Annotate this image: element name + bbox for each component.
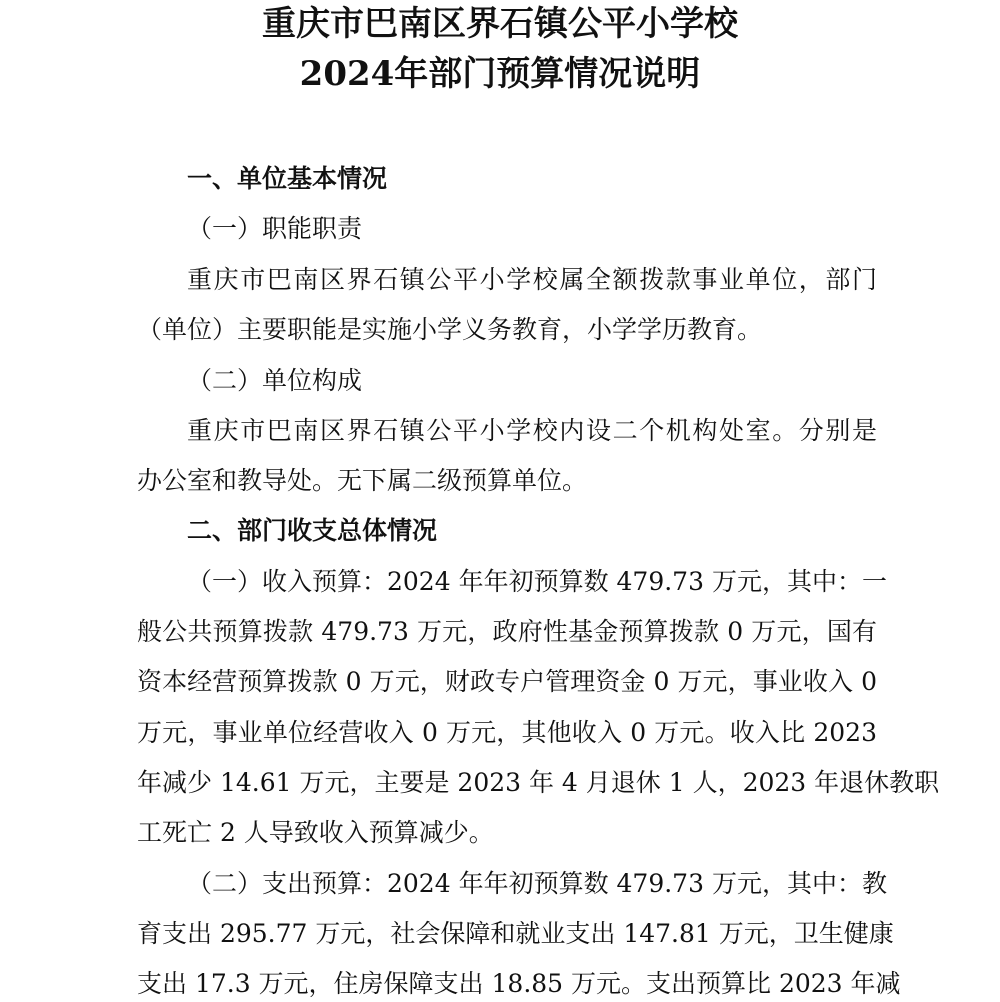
- section-1-heading: 一、单位基本情况: [187, 164, 388, 193]
- section-1-sub-2-paragraph-line-2: 办公室和教导处。无下属二级预算单位。: [137, 466, 588, 495]
- section-2-sub-2-line-3: 支出 17.3 万元，住房保障支出 18.85 万元。支出预算比 2023 年减: [137, 969, 901, 998]
- document-title-line-1: 重庆市巴南区界石镇公平小学校: [262, 4, 738, 44]
- section-1-sub-1-paragraph-line-1: 重庆市巴南区界石镇公平小学校属全额拨款事业单位，部门: [187, 265, 877, 294]
- section-2-sub-1-line-4: 万元，事业单位经营收入 0 万元，其他收入 0 万元。收入比 2023: [137, 718, 877, 747]
- section-1-sub-1-heading: （一）职能职责: [187, 214, 363, 243]
- section-1-sub-1-paragraph-line-2: （单位）主要职能是实施小学义务教育，小学学历教育。: [137, 315, 763, 344]
- document-title-line-2: 2024年部门预算情况说明: [299, 54, 701, 94]
- section-2-sub-1-line-3: 资本经营预算拨款 0 万元，财政专户管理资金 0 万元，事业收入 0: [137, 667, 877, 696]
- section-2-heading: 二、部门收支总体情况: [187, 516, 438, 545]
- section-1-sub-2-heading: （二）单位构成: [187, 366, 363, 395]
- section-2-sub-2-line-1: （二）支出预算：2024 年年初预算数 479.73 万元，其中：教: [187, 869, 887, 898]
- section-2-sub-1-line-6: 工死亡 2 人导致收入预算减少。: [137, 818, 494, 847]
- section-1-sub-2-paragraph-line-1: 重庆市巴南区界石镇公平小学校内设二个机构处室。分别是: [187, 416, 877, 445]
- section-2-sub-1-line-5: 年减少 14.61 万元，主要是 2023 年 4 月退休 1 人，2023 年退休教职: [137, 768, 940, 797]
- section-2-sub-1-line-1: （一）收入预算：2024 年年初预算数 479.73 万元，其中：一: [187, 567, 887, 596]
- section-2-sub-2-line-2: 育支出 295.77 万元，社会保障和就业支出 147.81 万元，卫生健康: [137, 919, 894, 948]
- section-2-sub-1-line-2: 般公共预算拨款 479.73 万元，政府性基金预算拨款 0 万元，国有: [137, 617, 877, 646]
